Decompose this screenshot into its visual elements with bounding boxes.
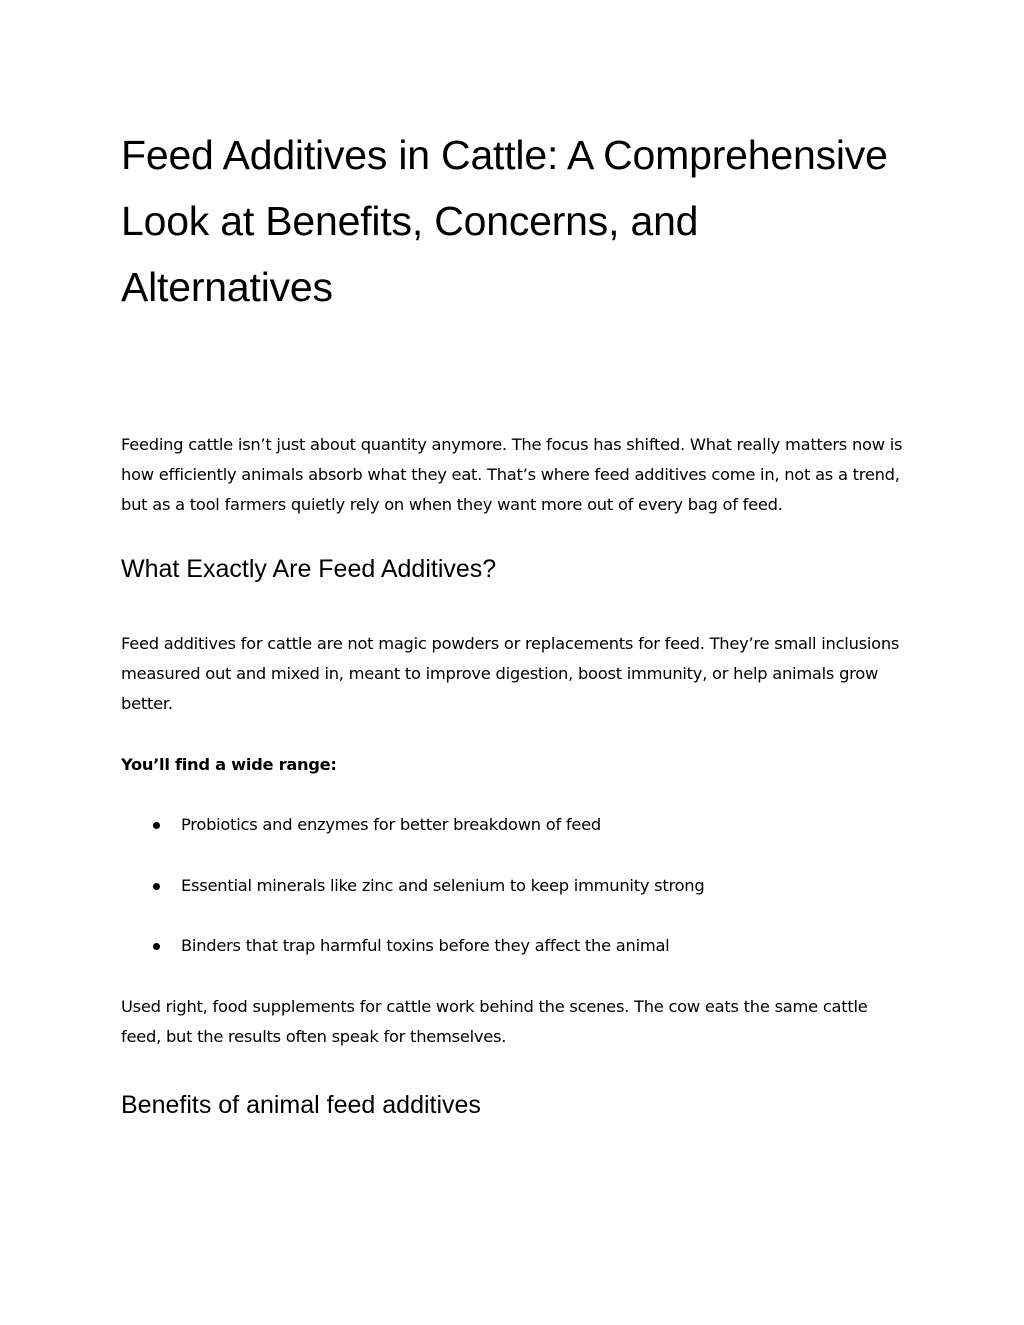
additives-list xyxy=(121,810,911,961)
bullet-icon xyxy=(153,943,160,950)
list-item-text: Binders that trap harmful toxins before they affect the animal xyxy=(181,936,670,956)
document-body xyxy=(121,122,911,1120)
section-heading-benefits: Benefits of animal feed additives xyxy=(121,1091,481,1120)
list-item-text: Essential minerals like zinc and selenium to keep immunity strong xyxy=(181,875,705,895)
list-item xyxy=(121,931,911,961)
intro-paragraph: Feeding cattle isn’t just about quantity anymore. The focus has shifted. What really matters now is how efficiently animals absorb what they eat. That’s where feed additives come in, not as a trend, but as a tool farmers quietly rely on when they want more out of every bag of feed. xyxy=(121,435,903,515)
page-title: Feed Additives in Cattle: A Comprehensive Look at Benefits, Concerns, and Alternatives xyxy=(121,132,888,310)
bullet-icon xyxy=(153,822,160,829)
list-item-text: Probiotics and enzymes for better breakdown of feed xyxy=(181,815,602,835)
list-item xyxy=(121,871,911,901)
closing-paragraph: Used right, food supplements for cattle work behind the scenes. The cow eats the same cattle feed, but the results often speak for themselves. xyxy=(121,996,868,1046)
definition-paragraph: Feed additives for cattle are not magic powders or replacements for feed. They’re small inclusions measured out and mixed in, meant to improve digestion, boost immunity, or help animals grow better. xyxy=(121,633,900,714)
list-item xyxy=(121,810,911,840)
section-heading-what-are-feed-additives: What Exactly Are Feed Additives? xyxy=(121,554,497,583)
bullet-icon xyxy=(153,883,160,890)
range-label: You’ll find a wide range: xyxy=(121,755,337,775)
